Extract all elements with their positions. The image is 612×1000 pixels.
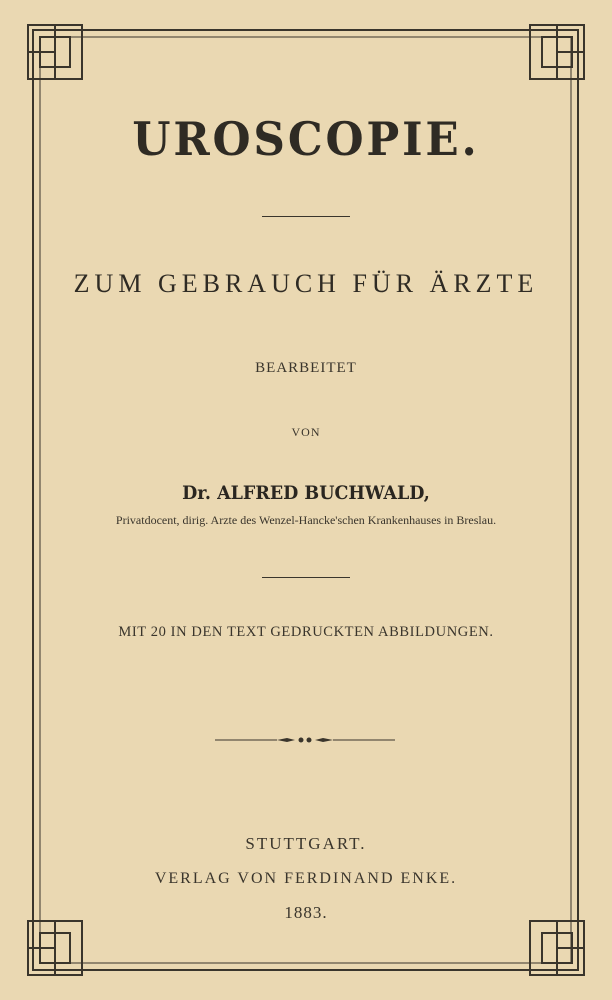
author-name: Dr. ALFRED BUCHWALD, bbox=[182, 482, 430, 504]
book-title: UROSCOPIE. bbox=[132, 112, 480, 166]
ornamental-divider bbox=[215, 732, 395, 748]
edited-label: BEARBEITET bbox=[255, 360, 357, 376]
author-affiliation: Privatdocent, dirig. Arzte des Wenzel-Hancke'schen Krankenhauses in Breslau. bbox=[115, 513, 497, 527]
publisher-name: VERLAG VON FERDINAND ENKE. bbox=[154, 870, 458, 887]
book-subtitle: ZUM GEBRAUCH FÜR ÄRZTE bbox=[73, 269, 539, 298]
illustrations-note: MIT 20 IN DEN TEXT GEDRUCKTEN ABBILDUNGEN. bbox=[118, 624, 494, 640]
publication-year: 1883. bbox=[284, 903, 328, 922]
divider-rule-1 bbox=[262, 216, 350, 217]
by-label: VON bbox=[291, 425, 321, 439]
publication-place: STUTTGART. bbox=[245, 834, 367, 853]
divider-rule-2 bbox=[262, 577, 350, 578]
